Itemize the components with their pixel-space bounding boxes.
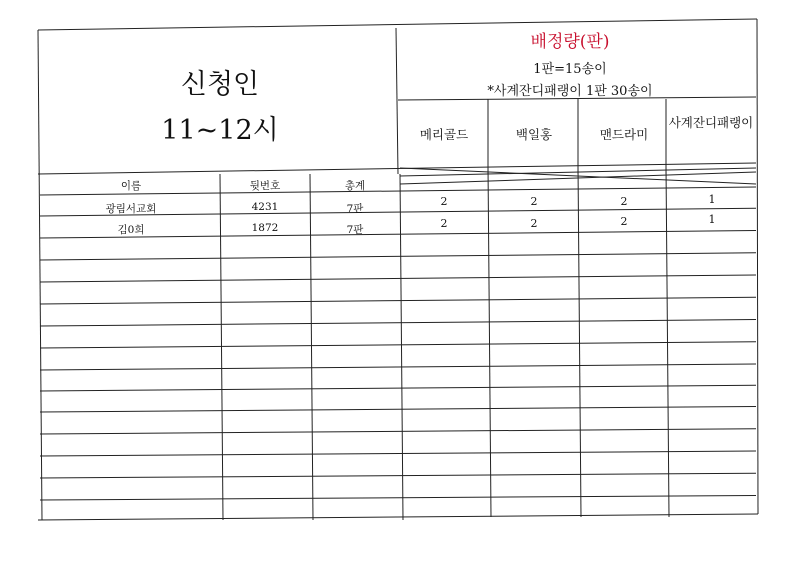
time-slot: 11~12시 — [161, 115, 279, 146]
row2-marigold: 2 — [440, 217, 448, 230]
allocation-title: 배정량(판) — [530, 32, 610, 52]
row1-zinnia: 2 — [530, 195, 538, 208]
header-name: 이름 — [120, 180, 142, 192]
row-line-7 — [40, 342, 756, 348]
header-total: 총계 — [344, 180, 366, 192]
row1-phone: 4231 — [251, 201, 279, 213]
row1-marigold: 2 — [440, 195, 448, 208]
row2-phone: 1872 — [251, 222, 279, 234]
frame-right — [757, 19, 758, 514]
header-phone-suffix: 뒷번호 — [249, 180, 281, 192]
row1-name: 광림서교회 — [105, 203, 157, 215]
row1-total: 7판 — [346, 203, 364, 215]
row1-dianthus: 1 — [708, 193, 716, 206]
frame-bottom — [38, 514, 758, 520]
row2-name: 김0희 — [117, 224, 145, 236]
special-unit-note: *사계잔디패랭이 1판 30송이 — [487, 84, 653, 99]
row2-dianthus: 1 — [708, 213, 716, 226]
row-line-13 — [40, 473, 756, 478]
row2-celosia: 2 — [620, 215, 628, 228]
row2-total: 7판 — [346, 224, 364, 236]
flower-header-dianthus: 사계잔디패랭이 — [668, 115, 754, 130]
row-line-9 — [40, 385, 756, 391]
row-line-10 — [40, 407, 756, 413]
unit-note: 1판=15송이 — [533, 62, 607, 77]
header-divider — [396, 28, 398, 174]
flower-header-marigold: 메리골드 — [419, 127, 469, 142]
frame-left — [38, 30, 42, 520]
row1-celosia: 2 — [620, 195, 628, 208]
row-line-14 — [40, 496, 756, 501]
row-line-3 — [40, 253, 756, 260]
row-line-5 — [40, 297, 756, 304]
flower-header-zinnia: 백일홍 — [515, 127, 553, 142]
row2-zinnia: 2 — [530, 217, 538, 230]
row-line-6 — [40, 320, 756, 327]
applicant-title: 신청인 — [180, 69, 260, 100]
row-line-11 — [40, 429, 756, 434]
row-line-4 — [40, 275, 756, 282]
flower-header-celosia: 맨드라미 — [599, 127, 649, 142]
row-line-12 — [40, 451, 756, 456]
header-baseline — [38, 163, 756, 174]
row-line-8 — [40, 364, 756, 370]
